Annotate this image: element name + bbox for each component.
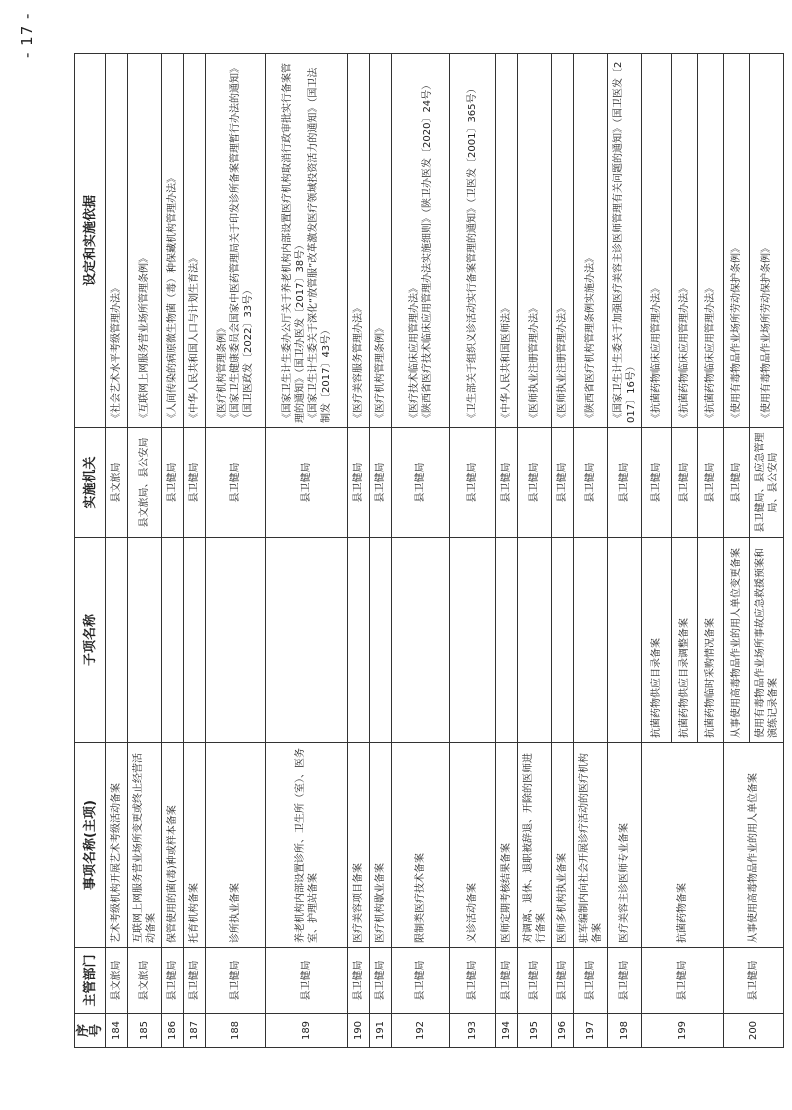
basis-line: 《抗菌药物临床应用管理办法》 [705, 283, 716, 423]
cell-seq: 197 [574, 1014, 608, 1048]
cell-agency: 县卫健局 [552, 428, 574, 538]
cell-basis [162, 54, 184, 428]
cell-basis [392, 54, 450, 428]
cell-dept: 县卫健局 [266, 948, 348, 1014]
basis-line: 《抗菌药物临床应用管理办法》 [679, 283, 690, 423]
cell-agency: 县卫健局 [206, 428, 266, 538]
cell-dept: 县卫健局 [608, 948, 642, 1014]
cell-basis [348, 54, 370, 428]
cell-sub [348, 538, 370, 743]
table-row [496, 54, 518, 1048]
cell-sub [370, 538, 392, 743]
cell-agency: 县文旅局 [106, 428, 128, 538]
cell-agency: 县卫健局 [184, 428, 206, 538]
filing-items-table [74, 53, 784, 1048]
cell-seq: 199 [642, 1014, 724, 1048]
cell-sub [496, 538, 518, 743]
basis-line: 《医师执业注册管理办法》 [557, 303, 568, 423]
cell-dept: 县文旅局 [128, 948, 162, 1014]
cell-agency: 县文旅局、县公安局 [128, 428, 162, 538]
cell-seq: 188 [206, 1014, 266, 1048]
cell-item: 义诊活动备案 [450, 743, 496, 948]
cell-seq: 198 [608, 1014, 642, 1048]
cell-dept: 县卫健局 [184, 948, 206, 1014]
cell-seq: 190 [348, 1014, 370, 1048]
cell-agency: 县卫健局 [518, 428, 552, 538]
cell-seq: 185 [128, 1014, 162, 1048]
cell-sub [608, 538, 642, 743]
cell-sub: 使用有毒物品作业场所事故应急救援预案和演练记录备案 [750, 538, 784, 743]
table-row [348, 54, 370, 1048]
cell-basis [724, 54, 750, 428]
cell-basis [206, 54, 266, 428]
cell-item: 抗菌药物备案 [642, 743, 724, 948]
basis-line: 《卫生部关于组织义诊活动实行备案管理的通知》（卫医发〔2001〕365号） [467, 83, 478, 423]
cell-sub [450, 538, 496, 743]
cell-agency: 县卫健局 [266, 428, 348, 538]
table-row [608, 54, 642, 1048]
cell-basis [106, 54, 128, 428]
cell-seq: 200 [724, 1014, 784, 1048]
table-row [128, 54, 162, 1048]
table-row [370, 54, 392, 1048]
header-dept: 主管部门 [75, 948, 106, 1014]
cell-basis [750, 54, 784, 428]
cell-item: 保管使用的菌(毒)种或样本备案 [162, 743, 184, 948]
header-item: 事项名称(主项) [75, 743, 106, 948]
basis-line: 《国家卫生计生委关于深化“放管服”改革激发医疗领域投资活力的通知》（国卫法制发〔2017〕43号） [307, 67, 332, 423]
cell-seq: 186 [162, 1014, 184, 1048]
basis-line: 《使用有毒物品作业场所劳动保护条例》 [761, 243, 772, 423]
cell-seq: 184 [106, 1014, 128, 1048]
cell-basis [672, 54, 698, 428]
basis-line: 《医疗机构管理条例》 [375, 323, 386, 423]
cell-agency: 县卫健局、县应急管理局、县公安局 [750, 428, 784, 538]
cell-agency: 县卫健局 [608, 428, 642, 538]
basis-line: 《医师执业注册管理办法》 [529, 303, 540, 423]
cell-dept: 县卫健局 [348, 948, 370, 1014]
cell-dept: 县卫健局 [574, 948, 608, 1014]
cell-dept: 县卫健局 [392, 948, 450, 1014]
table-row [206, 54, 266, 1048]
cell-sub [518, 538, 552, 743]
cell-seq: 192 [392, 1014, 450, 1048]
header-agency: 实施机关 [75, 428, 106, 538]
cell-sub [574, 538, 608, 743]
cell-agency: 县卫健局 [574, 428, 608, 538]
cell-basis [552, 54, 574, 428]
cell-basis [266, 54, 348, 428]
basis-line: 《陕西省医疗机构管理条例实施办法》 [585, 253, 596, 423]
cell-agency: 县卫健局 [450, 428, 496, 538]
basis-line: 《使用有毒物品作业场所劳动保护条例》 [731, 243, 742, 423]
cell-agency: 县卫健局 [724, 428, 750, 538]
cell-item: 医疗机构歇业备案 [370, 743, 392, 948]
cell-dept: 县卫健局 [162, 948, 184, 1014]
cell-dept: 县卫健局 [370, 948, 392, 1014]
basis-line: 《陕西省医疗技术临床应用管理办法实施细则》（陕卫办医发〔2020〕24号） [421, 79, 433, 423]
basis-line: 《国家卫生计生委办公厅关于养老机构内部设置医疗机构取消行政审批实行备案管理的通知》（国卫办医发〔2017〕38号） [281, 63, 306, 423]
cell-item: 诊所执业备案 [206, 743, 266, 948]
cell-agency: 县卫健局 [162, 428, 184, 538]
cell-sub: 从事使用高毒物品作业的用人单位变更备案 [724, 538, 750, 743]
cell-seq: 193 [450, 1014, 496, 1048]
cell-item: 互联网上网服务营业场所变更或终止经营活动备案 [128, 743, 162, 948]
cell-sub [266, 538, 348, 743]
cell-basis [574, 54, 608, 428]
basis-line: 《国家卫生计生委关于加强医疗美容主诊医师管理有关问题的通知》（国卫医发〔2017〕16号） [612, 61, 637, 423]
cell-dept: 县卫健局 [450, 948, 496, 1014]
cell-item: 从事使用高毒物品作业的用人单位备案 [724, 743, 784, 948]
cell-seq: 196 [552, 1014, 574, 1048]
table-row [266, 54, 348, 1048]
cell-dept: 县卫健局 [496, 948, 518, 1014]
table-row [184, 54, 206, 1048]
table-header-row [75, 54, 106, 1048]
cell-item: 医疗美容主诊医师专业备案 [608, 743, 642, 948]
cell-item: 艺术考级机构开展艺术考级活动备案 [106, 743, 128, 948]
cell-item: 限制类医疗技术备案 [392, 743, 450, 948]
cell-dept: 县文旅局 [106, 948, 128, 1014]
basis-line: 《社会艺术水平考级管理办法》 [111, 283, 122, 423]
cell-seq: 191 [370, 1014, 392, 1048]
page-number: - 17 - [18, 12, 36, 58]
cell-dept: 县卫健局 [518, 948, 552, 1014]
table-body [106, 54, 784, 1048]
table-row [552, 54, 574, 1048]
table-row [518, 54, 552, 1048]
cell-sub [128, 538, 162, 743]
cell-item: 医师定期考核结果备案 [496, 743, 518, 948]
cell-agency: 县卫健局 [698, 428, 724, 538]
basis-line: 《国家卫生健康委员会国家中医药管理局关于印发诊所备案管理暂行办法的通知》（国卫医政发〔2022〕33号） [230, 63, 254, 423]
table-row [450, 54, 496, 1048]
cell-dept: 县卫健局 [642, 948, 724, 1014]
header-seq: 序号 [75, 1014, 106, 1048]
cell-sub [106, 538, 128, 743]
cell-item: 医师多机构执业备案 [552, 743, 574, 948]
cell-basis [370, 54, 392, 428]
cell-sub [206, 538, 266, 743]
table-row [724, 54, 750, 1048]
table-row [392, 54, 450, 1048]
cell-basis [128, 54, 162, 428]
basis-line: 《互联网上网服务营业场所管理条例》 [139, 253, 150, 423]
basis-line: 《中华人民共和国人口与计划生育法》 [189, 253, 200, 423]
cell-item: 对调离、退休、退职被辞退、开除的医师进行备案 [518, 743, 552, 948]
cell-agency: 县卫健局 [348, 428, 370, 538]
cell-seq: 187 [184, 1014, 206, 1048]
cell-sub: 抗菌药物供应目录备案 [642, 538, 672, 743]
table-row [642, 54, 672, 1048]
cell-agency: 县卫健局 [672, 428, 698, 538]
basis-line: 《人间传染的病原微生物菌（毒）种保藏机构管理办法》 [167, 173, 178, 423]
cell-seq: 194 [496, 1014, 518, 1048]
basis-line: 《医疗机构管理条例》 [217, 323, 228, 423]
cell-item: 医疗美容项目备案 [348, 743, 370, 948]
cell-dept: 县卫健局 [206, 948, 266, 1014]
cell-sub: 抗菌药物供应目录调整备案 [672, 538, 698, 743]
cell-basis [496, 54, 518, 428]
cell-seq: 189 [266, 1014, 348, 1048]
basis-line: 《抗菌药物临床应用管理办法》 [651, 283, 662, 423]
cell-sub [162, 538, 184, 743]
header-sub: 子项名称 [75, 538, 106, 743]
cell-sub [552, 538, 574, 743]
basis-line: 《医疗技术临床应用管理办法》 [408, 283, 420, 423]
cell-item: 驻军编制内向社会开展诊疗活动的医疗机构备案 [574, 743, 608, 948]
header-basis: 设定和实施依据 [75, 54, 106, 428]
basis-line: 《医疗美容服务管理办法》 [353, 303, 364, 423]
cell-basis [608, 54, 642, 428]
cell-basis [450, 54, 496, 428]
table-row [106, 54, 128, 1048]
cell-basis [518, 54, 552, 428]
cell-sub: 抗菌药物临时采购情况备案 [698, 538, 724, 743]
cell-agency: 县卫健局 [642, 428, 672, 538]
cell-agency: 县卫健局 [496, 428, 518, 538]
cell-basis [642, 54, 672, 428]
cell-agency: 县卫健局 [370, 428, 392, 538]
basis-line: 《中华人民共和国医师法》 [501, 303, 512, 423]
cell-basis [698, 54, 724, 428]
cell-sub [184, 538, 206, 743]
cell-item: 养老机构内部设置诊所、卫生所（室）、医务室、护理站备案 [266, 743, 348, 948]
cell-seq: 195 [518, 1014, 552, 1048]
table-row [162, 54, 184, 1048]
cell-item: 托育机构备案 [184, 743, 206, 948]
cell-basis [184, 54, 206, 428]
cell-sub [392, 538, 450, 743]
cell-agency: 县卫健局 [392, 428, 450, 538]
cell-dept: 县卫健局 [552, 948, 574, 1014]
table-row [574, 54, 608, 1048]
cell-dept: 县卫健局 [724, 948, 784, 1014]
